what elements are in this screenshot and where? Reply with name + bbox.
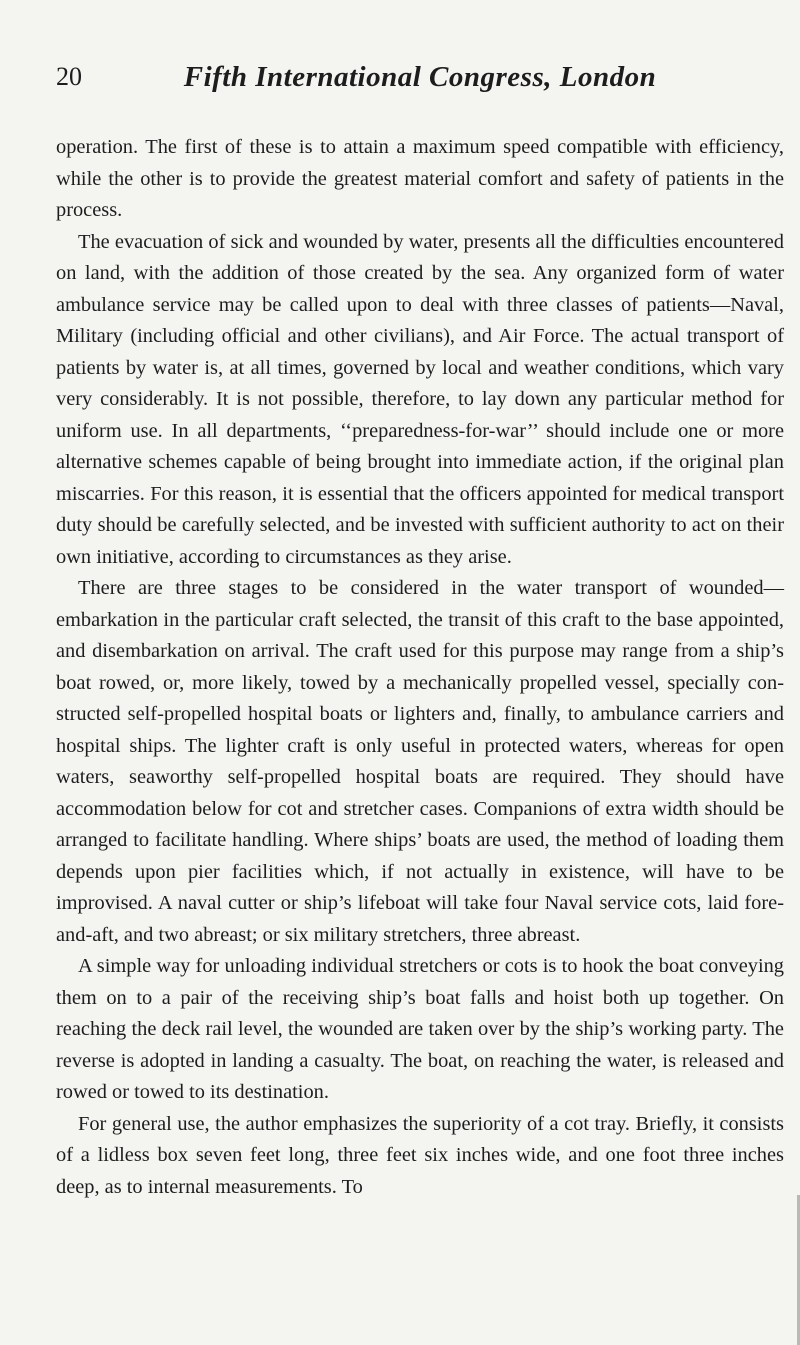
paragraph-cot-tray: For general use, the author emphasizes the superiority of a cot tray. Briefly, it consists of a lidless box seven feet long, three feet six inches wide, and one foot three inches deep, as to internal measurements. To	[56, 1112, 784, 1198]
page-number: 20	[56, 62, 82, 91]
body-text	[56, 132, 784, 1203]
running-title: Fifth International Congress, London	[183, 61, 657, 93]
paragraph-three-stages: There are three stages to be considered in the water transport of wounded—embarkation in the particular craft selected, the transit of this craft to the base appointed, and disembarkation on arrival. The craft used for this purpose may range from a ship’s boat rowed, or, more likely, towed by a mechanically propelled vessel, specially constructed self-propelled hospital boats or lighters and, finally, to ambulance carriers and hospital ships. The lighter craft is only useful in protected waters, whereas for open waters, seaworthy self-propelled hospital boats are required. They should have accommodation below for cot and stretcher cases. Companions of extra width should be arranged to facilitate handling. Where ships’ boats are used, the method of loading them depends upon pier facilities which, if not actually in existence, will have to be improvised. A naval cutter or ship’s lifeboat will take four Naval service cots, laid fore-and-aft, and two abreast; or six military stretchers, three abreast.	[56, 577, 784, 946]
paragraph-unloading: A simple way for unloading individual stretchers or cots is to hook the boat conveying them on to a pair of the receiving ship’s boat falls and hoist both up together. On reaching the deck rail level, the wounded are taken over by the ship’s working party. The reverse is adopted in landing a casualty. The boat, on reaching the water, is released and rowed or towed to its destination.	[56, 955, 784, 1103]
paragraph-continued: operation. The first of these is to attain a maximum speed compatible with efficiency, while the other is to provide the greatest material comfort and safety of patients in the process.	[56, 136, 784, 221]
running-head	[56, 62, 784, 102]
paragraph-evacuation: The evacuation of sick and wounded by water, presents all the difficulties encountered on land, with the addition of those created by the sea. Any organized form of water ambulance service may be called upon to deal with three classes of patients—Naval, Military (including official and other civilians), and Air Force. The actual transport of patients by water is, at all times, governed by local and weather conditions, which vary very considerably. It is not possible, therefore, to lay down any particular method for uniform use. In all departments, ‘‘preparedness-for-war’’ should include one or more alternative schemes capable of being brought into immediate action, if the original plan miscarries. For this reason, it is essential that the officers appointed for medical transport duty should be carefully selected, and be invested with sufficient authority to act on their own initiative, according to circumstances as they arise.	[56, 230, 784, 568]
book-page	[56, 62, 784, 1203]
